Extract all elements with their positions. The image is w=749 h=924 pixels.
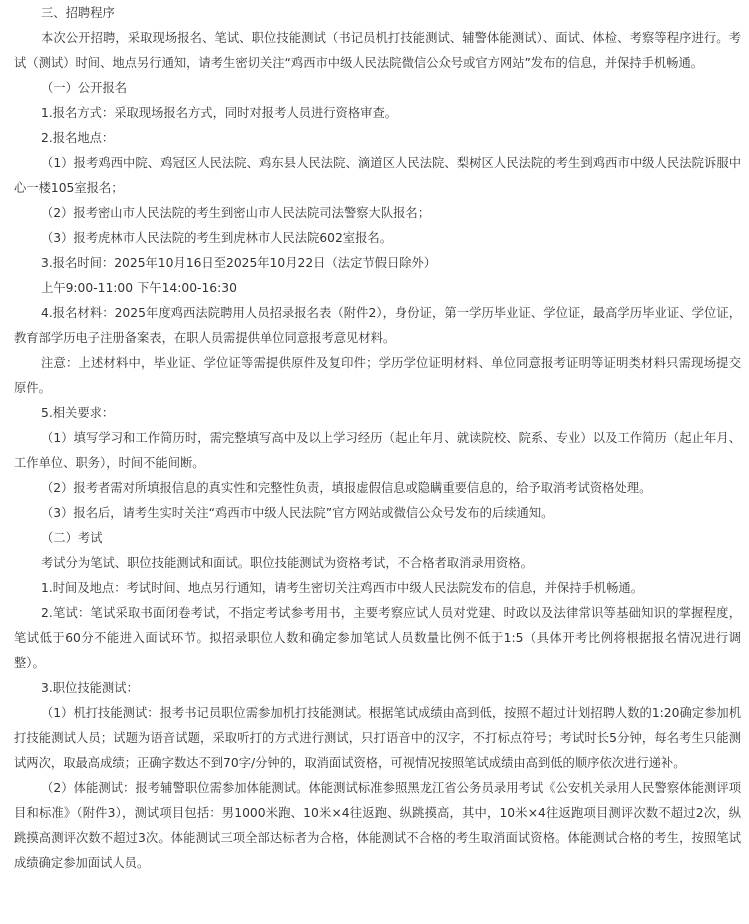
paragraph-registration-hours: 上午9:00-11:00 下午14:00-16:30 [41,281,237,295]
paragraph-skill-test: 3.职位技能测试： [41,681,139,695]
paragraph-requirement-2: （2）报考者需对所填报信息的真实性和完整性负责，填报虚假信息或隐瞒重要信息的，给予取消考试资格处理。 [41,481,652,495]
paragraph-fitness-test: （2）体能测试：报考辅警职位需参加体能测试。体能测试标准参照黑龙江省公务员录用考试《公安机关录用人民警察体能测评项目和标准》（附件3），测试项目包括：男1000米跑、10米×4往返跑、纵跳摸高，其中，10米×4往返跑项目测评次数不超过2次，纵跳摸高测评次数不超过3次。体能测试三项全部达标者为合格，体能测试不合格的考生取消面试资格。体能测试合格的考生，按照笔试成绩确定参加面试人员。 [14,781,741,870]
paragraph-requirements: 5.相关要求： [41,406,115,420]
paragraph-registration-location: 2.报名地点： [41,131,115,145]
paragraph-exam-time-place: 1.时间及地点：考试时间、地点另行通知，请考生密切关注鸡西市中级人民法院发布的信息，并保持手机畅通。 [41,581,643,595]
paragraph-location-3: （3）报考虎林市人民法院的考生到虎林市人民法院602室报名。 [41,231,393,245]
paragraph-typing-test: （1）机打技能测试：报考书记员职位需参加机打技能测试。根据笔试成绩由高到低，按照不超过计划招聘人数的1:20确定参加机打技能测试人员；试题为语音试题，采取听打的方式进行测试，只打语音中的汉字，不打标点符号；考试时长5分钟，每名考生只能测试两次，取最高成绩；正确字数达不到70字/分钟的，取消面试资格，可视情况按照笔试成绩由高到低的顺序依次进行递补。 [14,706,741,770]
paragraph-registration-time: 3.报名时间：2025年10月16日至2025年10月22日（法定节假日除外） [41,256,437,270]
paragraph-notice: 注意：上述材料中，毕业证、学位证等需提供原件及复印件；学历学位证明材料、单位同意报考证明等证明类材料只需现场提交原件。 [14,356,741,395]
paragraph-written-exam: 2.笔试：笔试采取书面闭卷考试，不指定考试参考用书，主要考察应试人员对党建、时政以及法律常识等基础知识的掌握程度，笔试低于60分不能进入面试环节。拟招录职位人数和确定参加笔试人员数量比例不低于1:5（具体开考比例将根据报名情况进行调整）。 [14,606,741,670]
paragraph-registration-materials: 4.报名材料：2025年度鸡西法院聘用人员招录报名表（附件2），身份证，第一学历毕业证、学位证，最高学历毕业证、学位证，教育部学历电子注册备案表，在职人员需提供单位同意报考意见材料。 [14,306,741,345]
paragraph-location-1: （1）报考鸡西中院、鸡冠区人民法院、鸡东县人民法院、滴道区人民法院、梨树区人民法院的考生到鸡西市中级人民法院诉服中心一楼105室报名； [14,156,741,195]
paragraph-registration-method: 1.报名方式：采取现场报名方式，同时对报考人员进行资格审查。 [41,106,398,120]
section-heading: 三、招聘程序 [41,6,115,20]
paragraph-requirement-3: （3）报名后，请考生实时关注“鸡西市中级人民法院”官方网站或微信公众号发布的后续通知。 [41,506,554,520]
paragraph-requirement-1: （1）填写学习和工作简历时，需完整填写高中及以上学习经历（起止年月、就读院校、院系、专业）以及工作简历（起止年月、工作单位、职务），时间不能间断。 [14,431,741,470]
subsection-heading-exam: （二）考试 [41,531,103,545]
intro-paragraph: 本次公开招聘，采取现场报名、笔试、职位技能测试（书记员机打技能测试、辅警体能测试）、面试、体检、考察等程序进行。考试（测试）时间、地点另行通知，请考生密切关注“鸡西市中级人民法院微信公众号或官方网站”发布的信息，并保持手机畅通。 [14,31,741,70]
paragraph-location-2: （2）报考密山市人民法院的考生到密山市人民法院司法警察大队报名； [41,206,431,220]
subsection-heading-registration: （一）公开报名 [41,81,128,95]
paragraph-exam-overview: 考试分为笔试、职位技能测试和面试。职位技能测试为资格考试，不合格者取消录用资格。 [41,556,533,570]
